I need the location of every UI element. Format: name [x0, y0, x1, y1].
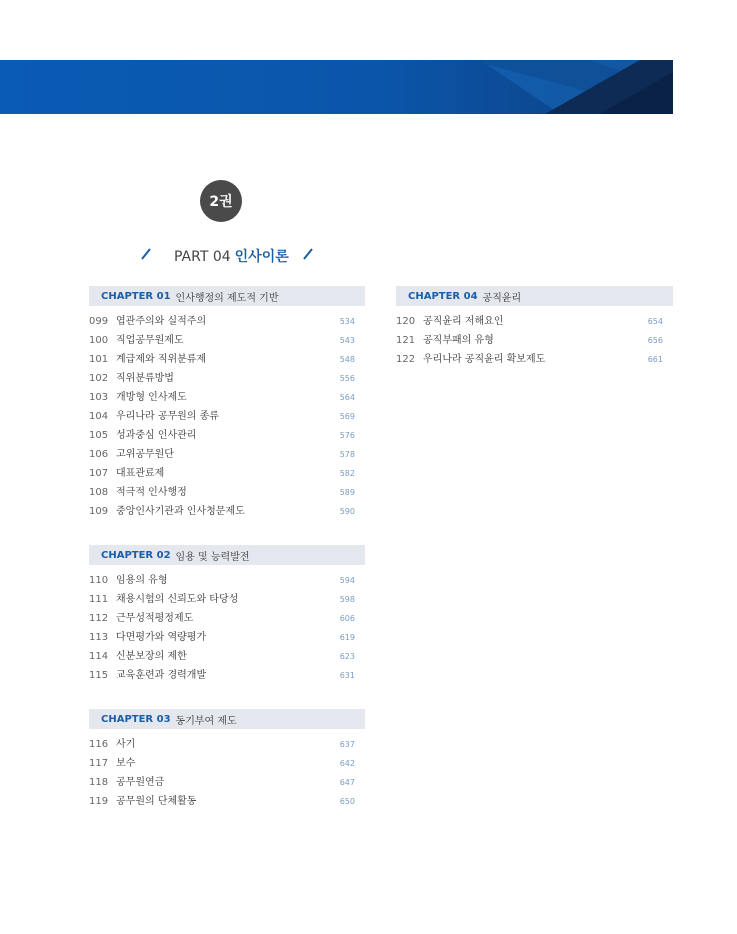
toc-item[interactable] — [89, 571, 365, 590]
item-number: 116 — [89, 739, 109, 750]
item-number: 114 — [89, 651, 109, 662]
toc-item[interactable] — [89, 792, 365, 811]
chapter-number: CHAPTER 02 — [101, 549, 171, 561]
chapter-title: 공직윤리 — [482, 292, 522, 304]
item-number: 100 — [89, 335, 109, 346]
toc-item[interactable] — [89, 609, 365, 628]
item-page: 590 — [339, 507, 355, 516]
header-banner — [0, 60, 673, 114]
item-number: 115 — [89, 670, 109, 681]
item-page: 556 — [339, 374, 355, 383]
item-title: 임용의 유형 — [116, 575, 168, 586]
slash-right-icon — [302, 247, 314, 261]
item-title: 다면평가와 역량평가 — [116, 632, 207, 643]
item-title: 보수 — [116, 758, 136, 769]
item-title: 개방형 인사제도 — [116, 392, 187, 403]
chapter-number: CHAPTER 03 — [101, 713, 171, 725]
item-title: 채용시험의 신뢰도와 타당성 — [116, 594, 239, 605]
item-title: 신분보장의 제한 — [116, 651, 187, 662]
slash-left-icon — [140, 247, 152, 261]
item-number: 117 — [89, 758, 109, 769]
item-title: 계급제와 직위분류제 — [116, 354, 207, 365]
item-number: 112 — [89, 613, 109, 624]
item-page: 543 — [339, 336, 355, 345]
item-number: 108 — [89, 487, 109, 498]
toc-item[interactable] — [89, 666, 365, 685]
banner-graphic — [0, 60, 673, 114]
chapter-title: 동기부여 제도 — [175, 715, 237, 727]
item-title: 우리나라 공직윤리 확보제도 — [423, 354, 546, 365]
chapter-header — [396, 286, 673, 306]
toc-item[interactable] — [89, 388, 365, 407]
item-number: 109 — [89, 506, 109, 517]
item-number: 103 — [89, 392, 109, 403]
toc-item[interactable] — [89, 445, 365, 464]
toc-item[interactable] — [89, 735, 365, 754]
item-page: 647 — [339, 778, 355, 787]
part-number: PART 04 — [174, 249, 231, 265]
toc-item[interactable] — [89, 426, 365, 445]
item-title: 성과중심 인사관리 — [116, 430, 197, 441]
item-title: 우리나라 공무원의 종류 — [116, 411, 219, 422]
item-number: 102 — [89, 373, 109, 384]
item-title: 중앙인사기관과 인사청문제도 — [116, 506, 245, 517]
part-title — [174, 246, 289, 266]
toc-item[interactable] — [89, 502, 365, 521]
toc-item[interactable] — [89, 312, 365, 331]
item-page: 661 — [647, 355, 663, 364]
item-number: 113 — [89, 632, 109, 643]
item-number: 105 — [89, 430, 109, 441]
chapter-01 — [89, 286, 365, 521]
item-page: 623 — [339, 652, 355, 661]
item-title: 사기 — [116, 739, 136, 750]
toc-item[interactable] — [89, 331, 365, 350]
volume-badge: 2권 — [200, 180, 242, 222]
item-title: 근무성적평정제도 — [116, 613, 194, 624]
item-number: 120 — [396, 316, 416, 327]
item-page: 576 — [339, 431, 355, 440]
item-title: 적극적 인사행정 — [116, 487, 187, 498]
item-page: 548 — [339, 355, 355, 364]
part-name: 인사이론 — [234, 249, 289, 265]
chapter-title: 임용 및 능력발전 — [175, 551, 250, 563]
item-number: 119 — [89, 796, 109, 807]
item-page: 631 — [339, 671, 355, 680]
item-title: 직업공무원제도 — [116, 335, 184, 346]
chapter-header — [89, 709, 365, 729]
toc-item[interactable] — [89, 754, 365, 773]
item-number: 118 — [89, 777, 109, 788]
item-number: 104 — [89, 411, 109, 422]
chapter-header — [89, 545, 365, 565]
chapter-number: CHAPTER 01 — [101, 290, 171, 302]
item-page: 582 — [339, 469, 355, 478]
toc-item[interactable] — [89, 350, 365, 369]
toc-item[interactable] — [89, 773, 365, 792]
item-number: 106 — [89, 449, 109, 460]
item-page: 534 — [339, 317, 355, 326]
item-number: 110 — [89, 575, 109, 586]
item-page: 589 — [339, 488, 355, 497]
item-title: 직위분류방법 — [116, 373, 174, 384]
chapter-number: CHAPTER 04 — [408, 290, 478, 302]
item-page: 594 — [339, 576, 355, 585]
chapter-03 — [89, 709, 365, 811]
toc-item[interactable] — [396, 312, 673, 331]
item-number: 101 — [89, 354, 109, 365]
item-page: 619 — [339, 633, 355, 642]
toc-item[interactable] — [89, 590, 365, 609]
toc-item[interactable] — [89, 628, 365, 647]
item-title: 대표관료제 — [116, 468, 165, 479]
item-title: 공직윤리 저해요인 — [423, 316, 504, 327]
item-number: 107 — [89, 468, 109, 479]
item-page: 650 — [339, 797, 355, 806]
toc-item[interactable] — [89, 647, 365, 666]
item-page: 578 — [339, 450, 355, 459]
chapter-04 — [396, 286, 673, 369]
item-title: 공무원의 단체활동 — [116, 796, 197, 807]
toc-item[interactable] — [89, 464, 365, 483]
item-title: 공무원연금 — [116, 777, 165, 788]
item-page: 564 — [339, 393, 355, 402]
item-title: 공직부패의 유형 — [423, 335, 494, 346]
item-number: 111 — [89, 594, 109, 605]
item-page: 654 — [647, 317, 663, 326]
chapter-header — [89, 286, 365, 306]
toc-item[interactable] — [89, 369, 365, 388]
item-title: 교육훈련과 경력개발 — [116, 670, 207, 681]
item-page: 656 — [647, 336, 663, 345]
toc-item[interactable] — [396, 350, 673, 369]
item-page: 569 — [339, 412, 355, 421]
item-number: 121 — [396, 335, 416, 346]
item-page: 606 — [339, 614, 355, 623]
item-number: 122 — [396, 354, 416, 365]
toc-item[interactable] — [396, 331, 673, 350]
item-title: 엽관주의와 실적주의 — [116, 316, 207, 327]
item-page: 637 — [339, 740, 355, 749]
toc-item[interactable] — [89, 407, 365, 426]
item-page: 642 — [339, 759, 355, 768]
item-page: 598 — [339, 595, 355, 604]
item-title: 고위공무원단 — [116, 449, 174, 460]
chapter-title: 인사행정의 제도적 기반 — [175, 292, 279, 304]
toc-item[interactable] — [89, 483, 365, 502]
chapter-02 — [89, 545, 365, 685]
part-heading — [140, 244, 320, 266]
item-number: 099 — [89, 316, 109, 327]
